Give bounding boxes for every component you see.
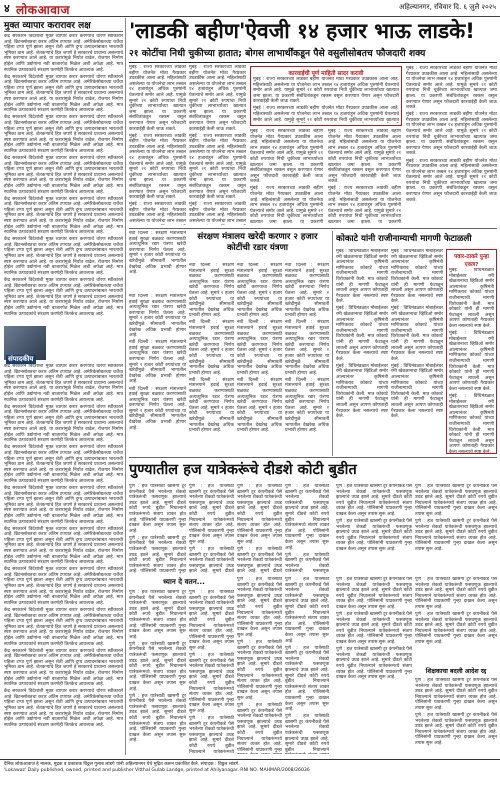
hajj-body-col3: पुणे : हज यात्रेसाठी खासगी टूर कंपनीकडे पैसे भरलेल्या शेकडो यात्रेकरूंची फसवणूक झाल्याचे उघड झाले आहे. सुमारे दीडशे कोटी रुपये बुडीत निघाल्याने यात्रेकरूंमध्ये संताप व्यक्त होत आहे. पोलिसांनी याप्रकरणी गुन्हा दाखल केला असून तपास सुरू आहे. पुणे : हज यात्रेसाठी खासगी टूर कंपनीकडे पैसे भरलेल्या शेकडो यात्रेकरूंची फसवणूक झाल्याचे उघड झाले आहे. सुमारे दीडशे: [237, 484, 282, 574]
radar-body-col0: नवी दिल्ली : संरक्षण मंत्रालयाने हवाई सुरक्षा बळकट करण्यासाठी अत्याधुनिक रडार यंत्रणा खरेदी करण्याचा निर्णय घेतला आहे. सुमारे २ हजार कोटी रुपयांच्या या खरेदीमुळे सीमावर्ती भागातील देखरेख अधिक प्रभावी होणार आहे.: [129, 231, 186, 276]
lead-body-col4: मुंबई : राज्य सरकारच्या लाडकी बहीण योजनेत मोठा गैरप्रकार उघडकीस आला आहे. महिलांसाठी असलेल्या या योजनेचा लाभ तब्बल १४ हजारांहून अधिक पुरुषांनी घेतल्याचे समोर आले आहे. यामुळे सुमारे २१ कोटी रुपयांचा निधी चुकीच्या लाभार्थ्यांच्या खात्यात जमा झाला. या प्रकरणी संबंधितांकडून रक्कम वसूल करण्यात येणार असून फौजदारी कारवाईही केली जाऊ शकते. मुंबई : राज्य सरकारच्या लाडकी बहीण योजनेत मोठा गैरप्रकार उघडकीस आला आहे. महिलांसाठी असलेल्या या योजनेचा लाभ तब्बल १४ हजारांहून अधिक पुरुषांनी घेतल्याचे समोर आले आहे. यामुळे सुमारे २१ कोटी रुपयांचा निधी चुकीच्या लाभार्थ्यांच्या खात्यात जमा झाला. या प्रकरणी: [328, 129, 401, 225]
editorial-body: केंद्र सरकारने विदेशांशी मुक्त व्यापार करार करण्याचे धोरण स्वीकारले आहे. ब्रिटनसोबतचा करार अंतिम टप्प्यात आहे. अमेरिकेसोबतच्या चर्चेचा पहिला टप्पा पूर्ण झाला असून शेती आणि दुग्ध उत्पादनांबाबत भारताची भूमिका ठाम आहे. शेतकऱ्यांचे हित जपणे हे सरकारचे प्राधान्य असल्याचे स्पष्ट करण्यात आले आहे. या करारांमुळे निर्यात वाढेल, रोजगार निर्माण होईल आणि उद्योगांना नवी बाजारपेठ मिळेल अशी अपेक्षा आहे. मात्र स्थानिक उत्पादकांचे संरक्षण करणेही तितकेच आवश्यक आहे. केंद्र सरकारने विदेशांशी मुक्त व्यापार करार करण्याचे धोरण स्वीकारले आहे. ब्रिटनसोबतचा करार अंतिम टप्प्यात आहे. अमेरिकेसोबतच्या चर्चेचा पहिला टप्पा पूर्ण झाला असून शेती आणि दुग्ध उत्पादनांबाबत भारताची भूमिका ठाम आहे. शेतकऱ्यांचे हित जपणे हे सरकारचे प्राधान्य असल्याचे स्पष्ट करण्यात आले आहे. या करारांमुळे निर्यात वाढेल, रोजगार निर्माण होईल आणि उद्योगांना नवी बाजारपेठ मिळेल अशी अपेक्षा आहे. मात्र स्थानिक उत्पादकांचे संरक्षण करणेही तितकेच आवश्यक आहे. केंद्र सरकारने विदेशांशी मुक्त व्यापार करार करण्याचे धोरण स्वीकारले आहे. ब्रिटनसोबतचा करार अंतिम टप्प्यात आहे. अमेरिकेसोबतच्या चर्चेचा पहिला टप्पा पूर्ण झाला असून शेती आणि दुग्ध उत्पादनांबाबत भारताची भूमिका ठाम आहे. शेतकऱ्यांचे हित जपणे हे सरकारचे प्राधान्य असल्याचे स्पष्ट करण्यात आले आहे. या करारांमुळे निर्यात वाढेल, रोजगार निर्माण होईल आणि उद्योगांना नवी बाजारपेठ मिळेल अशी अपेक्षा आहे. मात्र स्थानिक उत्पादकांचे संरक्षण करणेही तितकेच आवश्यक आहे. केंद्र सरकारने विदेशांशी मुक्त व्यापार करार करण्याचे धोरण स्वीकारले आहे. ब्रिटनसोबतचा करार अंतिम टप्प्यात आहे. अमेरिकेसोबतच्या चर्चेचा पहिला टप्पा पूर्ण झाला असून शेती आणि दुग्ध उत्पादनांबाबत भारताची भूमिका ठाम आहे. शेतकऱ्यांचे हित जपणे हे सरकारचे प्राधान्य असल्याचे स्पष्ट करण्यात आले आहे. या करारांमुळे निर्यात वाढेल, रोजगार निर्माण होईल आणि उद्योगांना नवी बाजारपेठ मिळेल अशी अपेक्षा आहे. मात्र स्थानिक उत्पादकांचे संरक्षण करणेही तितकेच आवश्यक आहे. केंद्र सरकारने विदेशांशी मुक्त व्यापार करार करण्याचे धोरण स्वीकारले आहे. ब्रिटनसोबतचा करार अंतिम टप्प्यात आहे. अमेरिकेसोबतच्या चर्चेचा पहिला टप्पा पूर्ण झाला असून शेती आणि दुग्ध उत्पादनांबाबत भारताची भूमिका ठाम आहे. शेतकऱ्यांचे हित जपणे हे सरकारचे प्राधान्य असल्याचे स्पष्ट करण्यात आले आहे. या करारांमुळे निर्यात वाढेल, रोजगार निर्माण होईल आणि उद्योगांना नवी बाजारपेठ मिळेल अशी अपेक्षा आहे. मात्र स्थानिक उत्पादकांचे संरक्षण करणेही तितकेच आवश्यक आहे. केंद्र सरकारने विदेशांशी मुक्त व्यापार करार करण्याचे धोरण स्वीकारले आहे. ब्रिटनसोबतचा करार अंतिम टप्प्यात आहे. अमेरिकेसोबतच्या चर्चेचा पहिला टप्पा पूर्ण झाला असून शेती आणि दुग्ध उत्पादनांबाबत भारताची भूमिका ठाम आहे. शेतकऱ्यांचे हित जपणे हे सरकारचे प्राधान्य असल्याचे स्पष्ट करण्यात आले आहे. या करारांमुळे निर्यात वाढेल, रोजगार निर्माण होईल आणि उद्योगांना नवी बाजारपेठ मिळेल अशी अपेक्षा आहे. मात्र स्थानिक उत्पादकांचे संरक्षण करणेही तितकेच आवश्यक आहे. केंद्र सरकारने विदेशांशी मुक्त व्यापार करार करण्याचे धोरण स्वीकारले आहे. ब्रिटनसोबतचा करार अंतिम टप्प्यात आहे. अमेरिकेसोबतच्या चर्चेचा पहिला टप्पा पूर्ण झाला असून शेती आणि दुग्ध उत्पादनांबाबत भारताची भूमिका ठाम आहे. शेतकऱ्यांचे हित जपणे हे सरकारचे प्राधान्य असल्याचे स्पष्ट करण्यात आले आहे. या करारांमुळे निर्यात वाढेल, रोजगार निर्माण होईल आणि उद्योगांना नवी बाजारपेठ मिळेल अशी अपेक्षा आहे. मात्र स्थानिक उत्पादकांचे संरक्षण करणेही तितकेच आवश्यक आहे.: [4, 34, 123, 317]
radar-headline: संरक्षण मंत्रालय खरेदी करणार २ हजार कोटींची रडार यंत्रणा: [197, 232, 318, 253]
hajj-body-col4: पुणे : हज यात्रेसाठी खासगी टूर कंपनीकडे पैसे भरलेल्या शेकडो यात्रेकरूंची फसवणूक झाल्याचे उघड झाले आहे. सुमारे दीडशे कोटी रुपये बुडीत निघाल्याने यात्रेकरूंमध्ये संताप व्यक्त होत आहे. पोलिसांनी याप्रकरणी गुन्हा दाखल केला असून तपास सुरू आहे. पुणे : हज यात्रेसाठी खासगी टूर कंपनीकडे पैसे भरलेल्या शेकडो यात्रेकरूंची फसवणूक: [285, 484, 329, 574]
divider: [4, 31, 123, 32]
lead-body-col2: मुंबई : राज्य सरकारच्या लाडकी बहीण योजनेत मोठा गैरप्रकार उघडकीस आला आहे. महिलांसाठी असलेल्या या योजनेचा लाभ तब्बल १४ हजारांहून अधिक पुरुषांनी घेतल्याचे समोर आले आहे. यामुळे सुमारे २१ कोटी रुपयांचा निधी चुकीच्या लाभार्थ्यांच्या खात्यात जमा झाला. या प्रकरणी संबंधितांकडून रक्कम वसूल करण्यात येणार असून फौजदारी कारवाईही केली जाऊ शकते. मुंबई : राज्य सरकारच्या लाडकी बहीण योजनेत मोठा गैरप्रकार उघडकीस आला आहे. महिलांसाठी असलेल्या या योजनेचा लाभ तब्बल १४ हजारांहून अधिक पुरुषांनी घेतल्याचे समोर आले आहे. यामुळे सुमारे २१ कोटी रुपयांचा निधी चुकीच्या लाभार्थ्यांच्या खात्यात जमा झाला. या प्रकरणी संबंधितांकडून रक्कम वसूल करण्यात येणार असून फौजदारी कारवाईही केली जाऊ शकते. मुंबई : राज्य सरकारच्या लाडकी बहीण योजनेत मोठा गैरप्रकार उघडकीस आला आहे. महिलांसाठी असलेल्या या योजनेचा लाभ तब्बल: [189, 65, 246, 225]
radar-body-col1: नवी दिल्ली : संरक्षण मंत्रालयाने हवाई सुरक्षा बळकट करण्यासाठी अत्याधुनिक रडार यंत्रणा खरेदी करण्याचा निर्णय घेतला आहे. सुमारे २ हजार कोटी रुपयांच्या या खरेदीमुळे सीमावर्ती भागातील देखरेख अधिक प्रभावी होणार आहे. नवी दिल्ली : संरक्षण मंत्रालयाने हवाई सुरक्षा बळकट करण्यासाठी अत्याधुनिक रडार यंत्रणा खरेदी करण्याचा निर्णय घेतला आहे. सुमारे २ हजार कोटी रुपयांच्या या खरेदीमुळे सीमावर्ती भागातील देखरेख अधिक प्रभावी होणार आहे. नवी दिल्ली : संरक्षण मंत्रालयाने हवाई सुरक्षा बळकट करण्यासाठी अत्याधुनिक रडार यंत्रणा खरेदी करण्याचा निर्णय घेतला आहे. सुमारे २ हजार कोटी रुपयांच्या या खरेदीमुळे सीमावर्ती भागातील देखरेख अधिक प्रभावी होणार आहे.: [129, 294, 186, 431]
kokate-body-col2: मुंबई : विधिमंडळात मोबाईलवर रमी खेळतानाचा व्हिडिओ समोर आल्यानंतर कृषिमंत्री माणिकराव कोकाटे यांच्या राजीनाम्याची मागणी विरोधकांनी केली. मात्र कोकाटे यांनी ही मागणी फेटाळून लावली असून आपण कोणताही गैरप्रकार केला नसल्याचे स्पष्ट केले. मुंबई : विधिमंडळात मोबाईलवर रमी खेळतानाचा व्हिडिओ समोर आल्यानंतर कृषिमंत्री माणिकराव कोकाटे यांच्या राजीनाम्याची मागणी विरोधकांनी केली. मात्र कोकाटे यांनी ही मागणी फेटाळून लावली असून आपण कोणताही गैरप्रकार केला नसल्याचे स्पष्ट केले. मुंबई : विधिमंडळात मोबाईलवर रमी खेळतानाचा व्हिडिओ समोर आल्यानंतर कृषिमंत्री माणिकराव कोकाटे यांच्या राजीनाम्याची मागणी विरोधकांनी केली. मात्र कोकाटे यांनी ही मागणी फेटाळून लावली असून आपण कोणताही गैरप्रकार केला नसल्याचे स्पष्ट केले.: [391, 249, 443, 420]
hajj-lower-col7: पुणे : हज यात्रेसाठी खासगी टूर कंपनीकडे पैसे भरलेल्या शेकडो यात्रेकरूंची फसवणूक झाल्याचे उघड झाले आहे. सुमारे दीडशे कोटी रुपये बुडीत निघाल्याने यात्रेकरूंमध्ये संताप व्यक्त होत आहे. पोलिसांनी याप्रकरणी गुन्हा दाखल केला असून तपास सुरू आहे. पुणे : हज यात्रेसाठी खासगी टूर कंपनीकडे पैसे भरलेल्या शेकडो यात्रेकरूंची फसवणूक झाल्याचे उघड झाले आहे. सुमारे दीडशे कोटी रुपये बुडीत निघाल्याने यात्रेकरूंमध्ये संताप व्यक्त होत आहे. पोलिसांनी याप्रकरणी गुन्हा दाखल केला असून तपास सुरू आहे.: [415, 678, 497, 747]
lead-subheadline: २१ कोटींचा निधी चुकीच्या हातात; बोगस लाभार्थींकडून पैसे वसुलीसोबतच फौजदारी शक्य: [129, 48, 426, 59]
lead-body-col1: मुंबई : राज्य सरकारच्या लाडकी बहीण योजनेत मोठा गैरप्रकार उघडकीस आला आहे. महिलांसाठी असलेल्या या योजनेचा लाभ तब्बल १४ हजारांहून अधिक पुरुषांनी घेतल्याचे समोर आले आहे. यामुळे सुमारे २१ कोटी रुपयांचा निधी चुकीच्या लाभार्थ्यांच्या खात्यात जमा झाला. या प्रकरणी संबंधितांकडून रक्कम वसूल करण्यात येणार असून फौजदारी कारवाईही केली जाऊ शकते. मुंबई : राज्य सरकारच्या लाडकी बहीण योजनेत मोठा गैरप्रकार उघडकीस आला आहे. महिलांसाठी असलेल्या या योजनेचा लाभ तब्बल १४ हजारांहून अधिक पुरुषांनी घेतल्याचे समोर आले आहे. यामुळे सुमारे २१ कोटी रुपयांचा निधी चुकीच्या लाभार्थ्यांच्या खात्यात जमा झाला. या प्रकरणी संबंधितांकडून रक्कम वसूल करण्यात येणार असून फौजदारी कारवाईही केली जाऊ शकते. मुंबई : राज्य सरकारच्या लाडकी बहीण योजनेत मोठा गैरप्रकार उघडकीस आला आहे. महिलांसाठी असलेल्या या योजनेचा लाभ तब्बल: [129, 65, 186, 225]
hajj-headline: पुण्यातील हज यात्रेकरूंचे दीडशे कोटी बुडीत: [129, 462, 357, 478]
lead-box: [250, 66, 402, 126]
hajj-body-col5: पुणे : हज यात्रेसाठी खासगी टूर कंपनीकडे पैसे भरलेल्या शेकडो यात्रेकरूंची फसवणूक झाल्याचे उघड झाले आहे. सुमारे दीडशे कोटी रुपये बुडीत निघाल्याने यात्रेकरूंमध्ये संताप व्यक्त होत आहे. पोलिसांनी याप्रकरणी गुन्हा दाखल केला असून तपास सुरू आहे. पुणे : हज यात्रेसाठी खासगी टूर कंपनीकडे पैसे भरलेल्या शेकडो यात्रेकरूंची फसवणूक झाल्याचे उघड झाले आहे. सुमारे दीडशे कोटी रुपये बुडीत निघाल्याने यात्रेकरूंमध्ये संताप व्यक्त होत आहे. पोलिसांनी याप्रकरणी गुन्हा दाखल केला असून तपास सुरू आहे.: [336, 484, 412, 553]
radar-body-col2: नवी दिल्ली : संरक्षण मंत्रालयाने हवाई सुरक्षा बळकट करण्यासाठी अत्याधुनिक रडार यंत्रणा खरेदी करण्याचा निर्णय घेतला आहे. सुमारे २ हजार कोटी रुपयांच्या या खरेदीमुळे सीमावर्ती भागातील देखरेख अधिक प्रभावी होणार आहे. नवी दिल्ली : संरक्षण मंत्रालयाने हवाई सुरक्षा बळकट करण्यासाठी अत्याधुनिक रडार यंत्रणा खरेदी करण्याचा निर्णय घेतला आहे. सुमारे २ हजार कोटी रुपयांच्या या खरेदीमुळे सीमावर्ती भागातील देखरेख अधिक प्रभावी होणार आहे. नवी दिल्ली : संरक्षण मंत्रालयाने हवाई सुरक्षा बळकट करण्यासाठी अत्याधुनिक रडार यंत्रणा खरेदी करण्याचा निर्णय घेतला आहे. सुमारे २ हजार कोटी रुपयांच्या या खरेदीमुळे सीमावर्ती भागातील देखरेख अधिक प्रभावी होणार आहे.: [189, 263, 234, 434]
column-rule: [332, 231, 333, 456]
editorial-label: संपादकीय: [8, 355, 34, 363]
hajj-lower-col4: पुणे : हज यात्रेसाठी खासगी टूर कंपनीकडे पैसे भरलेल्या शेकडो यात्रेकरूंची फसवणूक झाल्याचे उघड झाले आहे. सुमारे दीडशे कोटी रुपये बुडीत निघाल्याने यात्रेकरूंमध्ये संताप व्यक्त होत आहे. पोलिसांनी याप्रकरणी गुन्हा दाखल केला असून तपास सुरू आहे. पुणे : हज यात्रेसाठी खासगी टूर कंपनीकडे पैसे भरलेल्या शेकडो यात्रेकरूंची फसवणूक झाल्याचे उघड झाले आहे. सुमारे दीडशे कोटी रुपये बुडीत निघाल्याने यात्रेकरूंमध्ये संताप व्यक्त होत आहे. पोलिसांनी याप्रकरणी गुन्हा दाखल केला असून तपास सुरू आहे. पुणे : हज यात्रेसाठी खासगी टूर कंपनीकडे पैसे भरलेल्या शेकडो यात्रेकरूंची फसवणूक झाल्याचे उघड झाले आहे. सुमारे दीडशे कोटी रुपये बुडीत निघाल्याने: [285, 577, 329, 753]
hajj-lower-col1: पुणे : हज यात्रेसाठी खासगी टूर कंपनीकडे पैसे भरलेल्या शेकडो यात्रेकरूंची फसवणूक झाल्याचे उघड झाले आहे. सुमारे दीडशे कोटी रुपये बुडीत निघाल्याने यात्रेकरूंमध्ये संताप व्यक्त होत आहे. पोलिसांनी याप्रकरणी गुन्हा दाखल केला असून तपास सुरू आहे. पुणे : हज यात्रेसाठी खासगी टूर कंपनीकडे पैसे भरलेल्या शेकडो यात्रेकरूंची फसवणूक झाल्याचे उघड झाले आहे. सुमारे दीडशे कोटी रुपये बुडीत निघाल्याने यात्रेकरूंमध्ये संताप व्यक्त होत आहे. पोलिसांनी याप्रकरणी गुन्हा दाखल केला असून तपास सुरू आहे. पुणे : हज यात्रेसाठी खासगी टूर कंपनीकडे पैसे भरलेल्या शेकडो यात्रेकरूंची फसवणूक झाल्याचे उघड झाले आहे. सुमारे दीडशे कोटी रुपये बुडीत निघाल्याने यात्रेकरूंमध्ये संताप व्यक्त होत आहे. पोलिसांनी याप्रकरणी गुन्हा दाखल केला असून तपास सुरू आहे.: [129, 590, 186, 744]
editorial-title: मुक्त व्यापार करारावर लक्ष: [4, 21, 91, 31]
hajj-lower-col3: पुणे : हज यात्रेसाठी खासगी टूर कंपनीकडे पैसे भरलेल्या शेकडो यात्रेकरूंची फसवणूक झाल्याचे उघड झाले आहे. सुमारे दीडशे कोटी रुपये बुडीत निघाल्याने यात्रेकरूंमध्ये संताप व्यक्त होत आहे. पोलिसांनी याप्रकरणी गुन्हा दाखल केला असून तपास सुरू आहे. पुणे : हज यात्रेसाठी खासगी टूर कंपनीकडे पैसे भरलेल्या शेकडो यात्रेकरूंची फसवणूक झाल्याचे उघड झाले आहे. सुमारे दीडशे कोटी रुपये बुडीत निघाल्याने यात्रेकरूंमध्ये संताप व्यक्त होत आहे. पोलिसांनी याप्रकरणी गुन्हा दाखल केला असून तपास सुरू आहे. पुणे : हज यात्रेसाठी खासगी टूर कंपनीकडे पैसे भरलेल्या शेकडो यात्रेकरूंची फसवणूक झाल्याचे उघड झाले आहे. सुमारे दीडशे कोटी रुपये बुडीत निघाल्याने यात्रेकरूंमध्ये संताप व्यक्त होत आहे. पोलिसांनी याप्रकरणी गुन्हा: [237, 577, 282, 753]
page-number: ४: [4, 2, 10, 15]
hajj-lower-col6: पुणे : हज यात्रेसाठी खासगी टूर कंपनीकडे पैसे भरलेल्या शेकडो यात्रेकरूंची फसवणूक झाल्याचे उघड झाले आहे. सुमारे दीडशे कोटी रुपये बुडीत निघाल्याने यात्रेकरूंमध्ये संताप व्यक्त होत आहे. पोलिसांनी याप्रकरणी गुन्हा दाखल केला असून तपास सुरू आहे. पुणे : हज यात्रेसाठी खासगी टूर कंपनीकडे पैसे भरलेल्या शेकडो यात्रेकरूंची फसवणूक झाल्याचे उघड झाले आहे. सुमारे दीडशे कोटी रुपये बुडीत निघाल्याने यात्रेकरूंमध्ये संताप व्यक्त होत आहे. पोलिसांनी याप्रकरणी गुन्हा दाखल केला असून तपास सुरू आहे.: [415, 577, 497, 646]
lead-body-col3: मुंबई : राज्य सरकारच्या लाडकी बहीण योजनेत मोठा गैरप्रकार उघडकीस आला आहे. महिलांसाठी असलेल्या या योजनेचा लाभ तब्बल १४ हजारांहून अधिक पुरुषांनी घेतल्याचे समोर आले आहे. यामुळे सुमारे २१ कोटी रुपयांचा निधी चुकीच्या लाभार्थ्यांच्या खात्यात जमा झाला. या प्रकरणी संबंधितांकडून रक्कम वसूल करण्यात येणार असून फौजदारी कारवाईही केली जाऊ शकते. मुंबई : राज्य सरकारच्या लाडकी बहीण योजनेत मोठा गैरप्रकार उघडकीस आला आहे. महिलांसाठी असलेल्या या योजनेचा लाभ तब्बल १४ हजारांहून अधिक पुरुषांनी घेतल्याचे समोर आले आहे. यामुळे सुमारे २१ कोटी रुपयांचा निधी चुकीच्या लाभार्थ्यांच्या खात्यात जमा झाला. या प्रकरणी: [250, 129, 323, 225]
hajj-lower-col5: पुणे : हज यात्रेसाठी खासगी टूर कंपनीकडे पैसे भरलेल्या शेकडो यात्रेकरूंची फसवणूक झाल्याचे उघड झाले आहे. सुमारे दीडशे कोटी रुपये बुडीत निघाल्याने यात्रेकरूंमध्ये संताप व्यक्त होत आहे. पोलिसांनी याप्रकरणी गुन्हा दाखल केला असून तपास सुरू आहे. पुणे : हज यात्रेसाठी खासगी टूर कंपनीकडे पैसे भरलेल्या शेकडो यात्रेकरूंची फसवणूक झाल्याचे उघड झाले आहे. सुमारे दीडशे कोटी रुपये बुडीत निघाल्याने यात्रेकरूंमध्ये संताप व्यक्त होत आहे. पोलिसांनी याप्रकरणी गुन्हा दाखल केला असून तपास सुरू आहे. पुणे : हज यात्रेसाठी खासगी टूर कंपनीकडे पैसे भरलेल्या शेकडो यात्रेकरूंची फसवणूक झाल्याचे उघड झाले आहे. सुमारे दीडशे कोटी रुपये बुडीत निघाल्याने यात्रेकरूंमध्ये संताप व्यक्त होत आहे. पोलिसांनी याप्रकरणी गुन्हा दाखल केला असून तपास सुरू आहे.: [336, 577, 412, 681]
imprint-footer: [0, 759, 500, 795]
column-rule: [125, 18, 126, 755]
lead-box-body: मुंबई : राज्य सरकारच्या लाडकी बहीण योजनेत मोठा गैरप्रकार उघडकीस आला आहे. महिलांसाठी असलेल्या या योजनेचा लाभ तब्बल १४ हजारांहून अधिक पुरुषांनी घेतल्याचे समोर आले आहे. यामुळे सुमारे २१ कोटी रुपयांचा निधी चुकीच्या लाभार्थ्यांच्या खात्यात जमा झाला. या प्रकरणी संबंधितांकडून रक्कम वसूल करण्यात येणार असून फौजदारी कारवाईही केली जाऊ शकते. मुंबई : राज्य सरकारच्या लाडकी बहीण योजनेत मोठा गैरप्रकार उघडकीस आला आहे. महिलांसाठी असलेल्या या योजनेचा लाभ तब्बल १४ हजारांहून अधिक पुरुषांनी घेतल्याचे समोर आले आहे. यामुळे सुमारे २१ कोटी रुपयांचा निधी चुकीच्या लाभार्थ्यांच्या खात्यात: [253, 77, 399, 123]
hajj-subhead-2: शिक्षकाचा बदली आदेश रद्द: [425, 668, 487, 675]
lead-headline: 'लाडकी बहीण'ऐवजी १४ हजार भाऊ लाडके!: [129, 19, 475, 43]
hajj-body-col1: पुणे : हज यात्रेसाठी खासगी टूर कंपनीकडे पैसे भरलेल्या शेकडो यात्रेकरूंची फसवणूक झाल्याचे उघड झाले आहे. सुमारे दीडशे कोटी रुपये बुडीत निघाल्याने यात्रेकरूंमध्ये संताप व्यक्त होत आहे. पोलिसांनी याप्रकरणी गुन्हा दाखल केला असून तपास सुरू आहे. पुणे : हज यात्रेसाठी खासगी टूर कंपनीकडे पैसे भरलेल्या शेकडो यात्रेकरूंची फसवणूक झाल्याचे उघड झाले आहे. सुमारे दीडशे कोटी रुपये बुडीत निघाल्याने यात्रेकरूंमध्ये संताप व्यक्त होत आहे. पोलिसांनी याप्रकरणी गुन्हा: [129, 484, 186, 574]
kokate-box-title: पवार-ठाकरे पुन्हा एकत्र?: [454, 254, 489, 268]
lead-body-col5: मुंबई : राज्य सरकारच्या लाडकी बहीण योजनेत मोठा गैरप्रकार उघडकीस आला आहे. महिलांसाठी असलेल्या या योजनेचा लाभ तब्बल १४ हजारांहून अधिक पुरुषांनी घेतल्याचे समोर आले आहे. यामुळे सुमारे २१ कोटी रुपयांचा निधी चुकीच्या लाभार्थ्यांच्या खात्यात जमा झाला. या प्रकरणी संबंधितांकडून रक्कम वसूल करण्यात येणार असून फौजदारी कारवाईही केली जाऊ शकते. मुंबई : राज्य सरकारच्या लाडकी बहीण योजनेत मोठा गैरप्रकार उघडकीस आला आहे. महिलांसाठी असलेल्या या योजनेचा लाभ तब्बल १४ हजारांहून अधिक पुरुषांनी घेतल्याचे समोर आले आहे. यामुळे सुमारे २१ कोटी रुपयांचा निधी चुकीच्या लाभार्थ्यांच्या खात्यात जमा झाला. या प्रकरणी संबंधितांकडून रक्कम वसूल करण्यात येणार असून फौजदारी कारवाईही केली जाऊ शकते. मुंबई : राज्य सरकारच्या लाडकी बहीण योजनेत मोठा गैरप्रकार उघडकीस आला आहे. महिलांसाठी असलेल्या या योजनेचा लाभ तब्बल १४ हजारांहून अधिक पुरुषांनी घेतल्याचे समोर आले आहे. यामुळे सुमारे २१ कोटी रुपयांचा निधी चुकीच्या लाभार्थ्यांच्या खात्यात जमा झाला. या प्रकरणी संबंधितांकडून रक्कम वसूल करण्यात येणार असून फौजदारी कारवाईही केली जाऊ शकते.: [406, 66, 497, 203]
dateline: अहिल्यानगर, रविवार दि. ६ जुलै २०२५: [398, 3, 496, 11]
hajj-body-col2: पुणे : हज यात्रेसाठी खासगी टूर कंपनीकडे पैसे भरलेल्या शेकडो यात्रेकरूंची फसवणूक झाल्याचे उघड झाले आहे. सुमारे दीडशे कोटी रुपये बुडीत निघाल्याने यात्रेकरूंमध्ये संताप व्यक्त होत आहे. पोलिसांनी याप्रकरणी गुन्हा दाखल केला असून तपास सुरू आहे. पुणे : हज यात्रेसाठी खासगी टूर कंपनीकडे पैसे भरलेल्या शेकडो यात्रेकरूंची फसवणूक झाल्याचे उघड झाले आहे. सुमारे दीडशे: [189, 484, 234, 574]
imprint-line-2: 'Lokawaz' Daily published, owned, printed and publisher Vitthal Gulab Landge, printed at Ahilyanagar. RNI NO. MAHMAR/2008/26036: [4, 767, 310, 773]
divider: [129, 228, 497, 229]
hajj-lower-col2: पुणे : हज यात्रेसाठी खासगी टूर कंपनीकडे पैसे भरलेल्या शेकडो यात्रेकरूंची फसवणूक झाल्याचे उघड झाले आहे. सुमारे दीडशे कोटी रुपये बुडीत निघाल्याने यात्रेकरूंमध्ये संताप व्यक्त होत आहे. पोलिसांनी याप्रकरणी गुन्हा दाखल केला असून तपास सुरू आहे. पुणे : हज यात्रेसाठी खासगी टूर कंपनीकडे पैसे भरलेल्या शेकडो यात्रेकरूंची फसवणूक झाल्याचे उघड झाले आहे. सुमारे दीडशे कोटी रुपये बुडीत निघाल्याने यात्रेकरूंमध्ये संताप व्यक्त होत आहे. पोलिसांनी याप्रकरणी गुन्हा दाखल केला असून तपास सुरू आहे. पुणे : हज यात्रेसाठी खासगी टूर कंपनीकडे पैसे भरलेल्या शेकडो यात्रेकरूंची फसवणूक झाल्याचे उघड झाले आहे. सुमारे दीडशे कोटी रुपये बुडीत निघाल्याने यात्रेकरूंमध्ये: [189, 590, 234, 754]
imprint-line-1: दैनिक लोकआवाज हे मालक, मुद्रक व प्रकाशक विठ्ठल गुलाब लांडगे यांनी अहिल्यानगर येथे मुद्रित करून प्रकाशित केले. संपादक : विठ्ठल लांडगे.: [4, 762, 240, 767]
kokate-box-body: मुंबई : विधिमंडळात मोबाईलवर रमी खेळतानाचा व्हिडिओ समोर आल्यानंतर कृषिमंत्री माणिकराव कोकाटे यांच्या राजीनाम्याची मागणी विरोधकांनी केली. मात्र कोकाटे यांनी ही मागणी फेटाळून लावली असून आपण कोणताही गैरप्रकार केला नसल्याचे स्पष्ट केले. मुंबई : विधिमंडळात मोबाईलवर रमी खेळतानाचा व्हिडिओ समोर आल्यानंतर कृषिमंत्री माणिकराव कोकाटे यांच्या राजीनाम्याची मागणी विरोधकांनी केली. मात्र कोकाटे यांनी ही मागणी फेटाळून लावली असून आपण कोणताही गैरप्रकार केला नसल्याचे स्पष्ट केले. मुंबई : विधिमंडळात मोबाईलवर रमी खेळतानाचा व्हिडिओ समोर आल्यानंतर कृषिमंत्री माणिकराव कोकाटे यांच्या राजीनाम्याची मागणी विरोधकांनी केली. मात्र कोकाटे यांनी ही मागणी फेटाळून लावली असून आपण कोणताही गैरप्रकार केला नसल्याचे स्पष्ट केले.: [449, 268, 494, 455]
hajj-body-col6: पुणे : हज यात्रेसाठी खासगी टूर कंपनीकडे पैसे भरलेल्या शेकडो यात्रेकरूंची फसवणूक झाल्याचे उघड झाले आहे. सुमारे दीडशे कोटी रुपये बुडीत निघाल्याने यात्रेकरूंमध्ये संताप व्यक्त होत आहे. पोलिसांनी याप्रकरणी गुन्हा दाखल केला असून तपास सुरू आहे. पुणे : हज यात्रेसाठी खासगी टूर कंपनीकडे पैसे भरलेल्या शेकडो यात्रेकरूंची फसवणूक झाल्याचे उघड झाले आहे. सुमारे दीडशे कोटी रुपये बुडीत निघाल्याने यात्रेकरूंमध्ये संताप व्यक्त होत आहे. पोलिसांनी याप्रकरणी गुन्हा दाखल केला असून तपास सुरू आहे.: [415, 484, 497, 553]
kokate-headline: कोकाटे यांनी राजीनाम्याची मागणी फेटाळली: [336, 234, 472, 244]
newspaper-logo: लोकआवाज: [16, 3, 70, 17]
lead-box-title: कारवाईची पूर्ण माहिती सादर करावी: [288, 71, 364, 77]
radar-body-col3: नवी दिल्ली : संरक्षण मंत्रालयाने हवाई सुरक्षा बळकट करण्यासाठी अत्याधुनिक रडार यंत्रणा खरेदी करण्याचा निर्णय घेतला आहे. सुमारे २ हजार कोटी रुपयांच्या या खरेदीमुळे सीमावर्ती भागातील देखरेख अधिक प्रभावी होणार आहे. नवी दिल्ली : संरक्षण मंत्रालयाने हवाई सुरक्षा बळकट करण्यासाठी अत्याधुनिक रडार यंत्रणा खरेदी करण्याचा निर्णय घेतला आहे. सुमारे २ हजार कोटी रुपयांच्या या खरेदीमुळे सीमावर्ती भागातील देखरेख अधिक प्रभावी होणार आहे. नवी दिल्ली : संरक्षण मंत्रालयाने हवाई सुरक्षा बळकट करण्यासाठी अत्याधुनिक रडार यंत्रणा खरेदी करण्याचा निर्णय घेतला आहे. सुमारे २ हजार कोटी रुपयांच्या या खरेदीमुळे सीमावर्ती भागातील देखरेख अधिक प्रभावी होणार आहे.: [237, 263, 282, 434]
kokate-body-col1: मुंबई : विधिमंडळात मोबाईलवर रमी खेळतानाचा व्हिडिओ समोर आल्यानंतर कृषिमंत्री माणिकराव कोकाटे यांच्या राजीनाम्याची मागणी विरोधकांनी केली. मात्र कोकाटे यांनी ही मागणी फेटाळून लावली असून आपण कोणताही गैरप्रकार केला नसल्याचे स्पष्ट केले. मुंबई : विधिमंडळात मोबाईलवर रमी खेळतानाचा व्हिडिओ समोर आल्यानंतर कृषिमंत्री माणिकराव कोकाटे यांच्या राजीनाम्याची मागणी विरोधकांनी केली. मात्र कोकाटे यांनी ही मागणी फेटाळून लावली असून आपण कोणताही गैरप्रकार केला नसल्याचे स्पष्ट केले. मुंबई : विधिमंडळात मोबाईलवर रमी खेळतानाचा व्हिडिओ समोर आल्यानंतर कृषिमंत्री माणिकराव कोकाटे यांच्या राजीनाम्याची मागणी विरोधकांनी केली. मात्र कोकाटे यांनी ही मागणी फेटाळून लावली असून आपण कोणताही गैरप्रकार केला नसल्याचे स्पष्ट केले.: [336, 249, 388, 420]
kokate-box: [446, 249, 497, 454]
hajj-subhead: ध्यान दे वतन...: [163, 577, 205, 586]
divider: [129, 457, 497, 458]
radar-body-col4: नवी दिल्ली : संरक्षण मंत्रालयाने हवाई सुरक्षा बळकट करण्यासाठी अत्याधुनिक रडार यंत्रणा खरेदी करण्याचा निर्णय घेतला आहे. सुमारे २ हजार कोटी रुपयांच्या या खरेदीमुळे सीमावर्ती भागातील देखरेख अधिक प्रभावी होणार आहे. नवी दिल्ली : संरक्षण मंत्रालयाने हवाई सुरक्षा बळकट करण्यासाठी अत्याधुनिक रडार यंत्रणा खरेदी करण्याचा निर्णय घेतला आहे. सुमारे २ हजार कोटी रुपयांच्या या खरेदीमुळे सीमावर्ती भागातील देखरेख अधिक प्रभावी होणार आहे. नवी दिल्ली : संरक्षण मंत्रालयाने हवाई सुरक्षा बळकट करण्यासाठी अत्याधुनिक रडार यंत्रणा खरेदी करण्याचा निर्णय घेतला आहे. सुमारे २ हजार कोटी रुपयांच्या या खरेदीमुळे सीमावर्ती भागातील देखरेख अधिक प्रभावी होणार आहे.: [285, 263, 329, 434]
divider: [129, 62, 497, 63]
editorial-body-cont: केंद्र सरकारने विदेशांशी मुक्त व्यापार करार करण्याचे धोरण स्वीकारले आहे. ब्रिटनसोबतचा करार अंतिम टप्प्यात आहे. अमेरिकेसोबतच्या चर्चेचा पहिला टप्पा पूर्ण झाला असून शेती आणि दुग्ध उत्पादनांबाबत भारताची भूमिका ठाम आहे. शेतकऱ्यांचे हित जपणे हे सरकारचे प्राधान्य असल्याचे स्पष्ट करण्यात आले आहे. या करारांमुळे निर्यात वाढेल, रोजगार निर्माण होईल आणि उद्योगांना नवी बाजारपेठ मिळेल अशी अपेक्षा आहे. मात्र स्थानिक उत्पादकांचे संरक्षण करणेही तितकेच आवश्यक आहे. केंद्र सरकारने विदेशांशी मुक्त व्यापार करार करण्याचे धोरण स्वीकारले आहे. ब्रिटनसोबतचा करार अंतिम टप्प्यात आहे. अमेरिकेसोबतच्या चर्चेचा पहिला टप्पा पूर्ण झाला असून शेती आणि दुग्ध उत्पादनांबाबत भारताची भूमिका ठाम आहे. शेतकऱ्यांचे हित जपणे हे सरकारचे प्राधान्य असल्याचे स्पष्ट करण्यात आले आहे. या करारांमुळे निर्यात वाढेल, रोजगार निर्माण होईल आणि उद्योगांना नवी बाजारपेठ मिळेल अशी अपेक्षा आहे. मात्र स्थानिक उत्पादकांचे संरक्षण करणेही तितकेच आवश्यक आहे. केंद्र सरकारने विदेशांशी मुक्त व्यापार करार करण्याचे धोरण स्वीकारले आहे. ब्रिटनसोबतचा करार अंतिम टप्प्यात आहे. अमेरिकेसोबतच्या चर्चेचा पहिला टप्पा पूर्ण झाला असून शेती आणि दुग्ध उत्पादनांबाबत भारताची भूमिका ठाम आहे. शेतकऱ्यांचे हित जपणे हे सरकारचे प्राधान्य असल्याचे स्पष्ट करण्यात आले आहे. या करारांमुळे निर्यात वाढेल, रोजगार निर्माण होईल आणि उद्योगांना नवी बाजारपेठ मिळेल अशी अपेक्षा आहे. मात्र स्थानिक उत्पादकांचे संरक्षण करणेही तितकेच आवश्यक आहे. केंद्र सरकारने विदेशांशी मुक्त व्यापार करार करण्याचे धोरण स्वीकारले आहे. ब्रिटनसोबतचा करार अंतिम टप्प्यात आहे. अमेरिकेसोबतच्या चर्चेचा पहिला टप्पा पूर्ण झाला असून शेती आणि दुग्ध उत्पादनांबाबत भारताची भूमिका ठाम आहे. शेतकऱ्यांचे हित जपणे हे सरकारचे प्राधान्य असल्याचे स्पष्ट करण्यात आले आहे. या करारांमुळे निर्यात वाढेल, रोजगार निर्माण होईल आणि उद्योगांना नवी बाजारपेठ मिळेल अशी अपेक्षा आहे. मात्र स्थानिक उत्पादकांचे संरक्षण करणेही तितकेच आवश्यक आहे. केंद्र सरकारने विदेशांशी मुक्त व्यापार करार करण्याचे धोरण स्वीकारले आहे. ब्रिटनसोबतचा करार अंतिम टप्प्यात आहे. अमेरिकेसोबतच्या चर्चेचा पहिला टप्पा पूर्ण झाला असून शेती आणि दुग्ध उत्पादनांबाबत भारताची भूमिका ठाम आहे. शेतकऱ्यांचे हित जपणे हे सरकारचे प्राधान्य असल्याचे स्पष्ट करण्यात आले आहे. या करारांमुळे निर्यात वाढेल, रोजगार निर्माण होईल आणि उद्योगांना नवी बाजारपेठ मिळेल अशी अपेक्षा आहे. मात्र स्थानिक उत्पादकांचे संरक्षण करणेही तितकेच आवश्यक आहे. केंद्र सरकारने विदेशांशी मुक्त व्यापार करार करण्याचे धोरण स्वीकारले आहे. ब्रिटनसोबतचा करार अंतिम टप्प्यात आहे. अमेरिकेसोबतच्या चर्चेचा पहिला टप्पा पूर्ण झाला असून शेती आणि दुग्ध उत्पादनांबाबत भारताची भूमिका ठाम आहे. शेतकऱ्यांचे हित जपणे हे सरकारचे प्राधान्य असल्याचे स्पष्ट करण्यात आले आहे. या करारांमुळे निर्यात वाढेल, रोजगार निर्माण होईल आणि उद्योगांना नवी बाजारपेठ मिळेल अशी अपेक्षा आहे. मात्र स्थानिक उत्पादकांचे संरक्षण करणेही तितकेच आवश्यक आहे. केंद्र सरकारने विदेशांशी मुक्त व्यापार करार करण्याचे धोरण स्वीकारले आहे. ब्रिटनसोबतचा करार अंतिम टप्प्यात आहे. अमेरिकेसोबतच्या चर्चेचा पहिला टप्पा पूर्ण झाला असून शेती आणि दुग्ध उत्पादनांबाबत भारताची भूमिका ठाम आहे. शेतकऱ्यांचे हित जपणे हे सरकारचे प्राधान्य असल्याचे स्पष्ट करण्यात आले आहे. या करारांमुळे निर्यात वाढेल, रोजगार निर्माण होईल आणि उद्योगांना नवी बाजारपेठ मिळेल अशी अपेक्षा आहे. मात्र स्थानिक उत्पादकांचे संरक्षण करणेही तितकेच आवश्यक आहे. केंद्र सरकारने विदेशांशी मुक्त व्यापार करार करण्याचे धोरण स्वीकारले आहे. ब्रिटनसोबतचा करार अंतिम टप्प्यात आहे. अमेरिकेसोबतच्या चर्चेचा पहिला टप्पा पूर्ण झाला असून शेती आणि दुग्ध उत्पादनांबाबत भारताची भूमिका ठाम आहे. शेतकऱ्यांचे हित जपणे हे सरकारचे प्राधान्य असल्याचे स्पष्ट करण्यात आले आहे. या करारांमुळे निर्यात वाढेल, रोजगार निर्माण होईल आणि उद्योगांना नवी बाजारपेठ मिळेल अशी अपेक्षा आहे. मात्र स्थानिक उत्पादकांचे संरक्षण करणेही तितकेच आवश्यक आहे. केंद्र सरकारने विदेशांशी मुक्त व्यापार करार करण्याचे धोरण स्वीकारले आहे. ब्रिटनसोबतचा करार अंतिम टप्प्यात आहे. अमेरिकेसोबतच्या चर्चेचा पहिला टप्पा पूर्ण झाला असून शेती आणि दुग्ध उत्पादनांबाबत भारताची भूमिका ठाम आहे. शेतकऱ्यांचे हित जपणे हे सरकारचे प्राधान्य असल्याचे स्पष्ट करण्यात आले आहे. या करारांमुळे निर्यात वाढेल, रोजगार निर्माण होईल आणि उद्योगांना नवी बाजारपेठ मिळेल अशी अपेक्षा आहे. मात्र स्थानिक उत्पादकांचे संरक्षण करणेही तितकेच आवश्यक आहे.: [4, 364, 123, 728]
